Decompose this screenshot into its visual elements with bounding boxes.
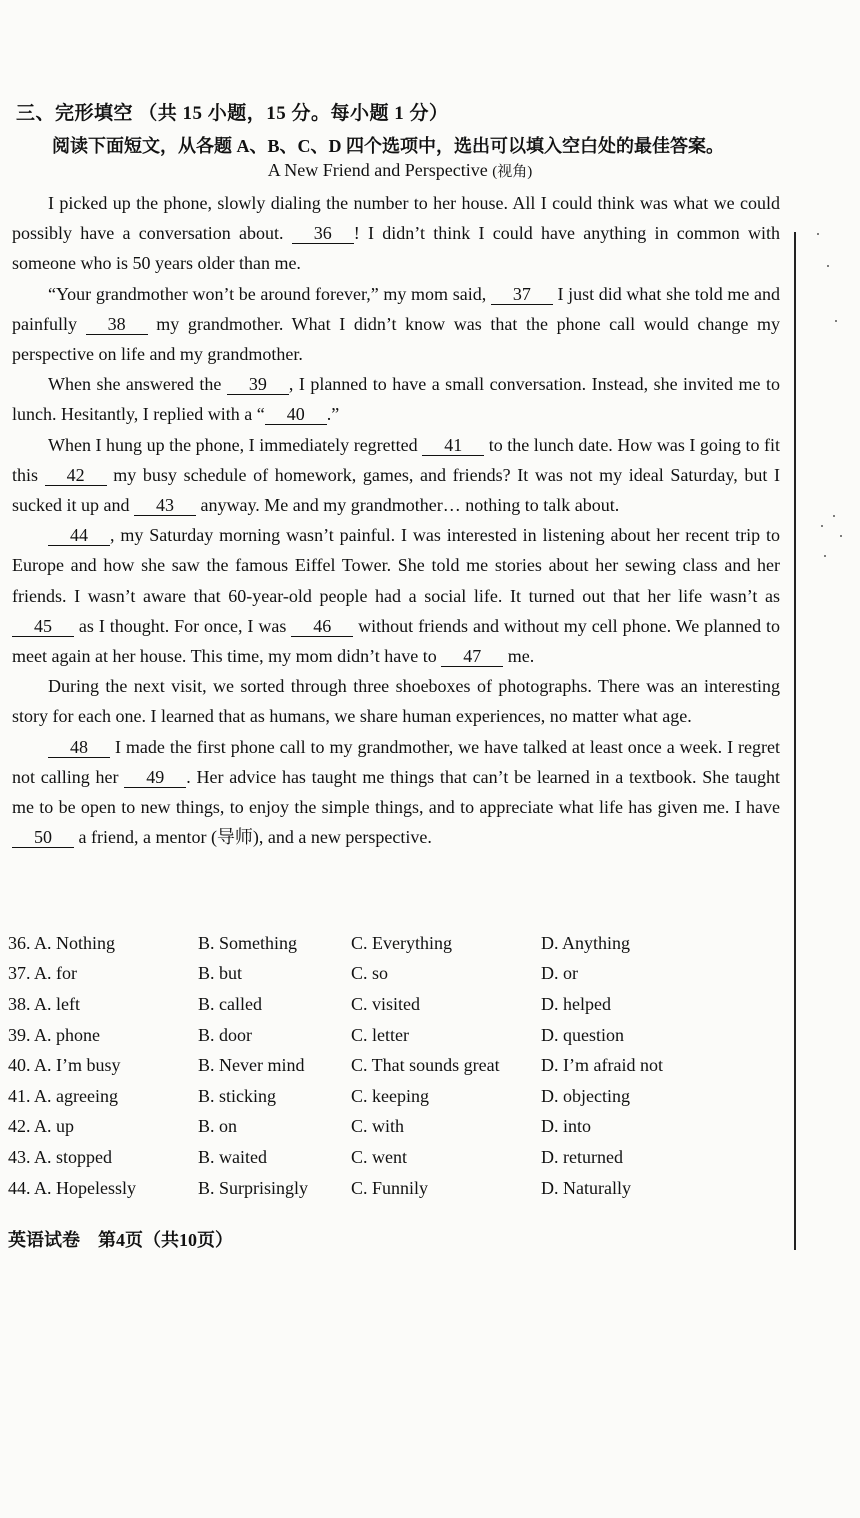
answer-option: C. Everything bbox=[351, 932, 452, 953]
passage-paragraph bbox=[12, 279, 780, 370]
answer-blank[interactable]: 50 bbox=[12, 827, 74, 848]
answer-blank[interactable]: 44 bbox=[48, 525, 110, 546]
answer-blank[interactable]: 49 bbox=[124, 767, 186, 788]
passage-title bbox=[0, 160, 800, 181]
answer-blank[interactable]: 47 bbox=[441, 646, 503, 667]
passage-text: When she answered the bbox=[48, 374, 227, 395]
answer-option: C. letter bbox=[351, 1024, 409, 1045]
passage-text: my grandmother. What I didn’t know was that the phone call would change my perspective on life and my grandmother. bbox=[12, 313, 780, 365]
answer-option: B. Never mind bbox=[198, 1055, 305, 1076]
passage-text: I made the first phone call to my grandmother, we have talked at least once a week. I regret not calling her bbox=[12, 736, 780, 787]
passage-text: to the lunch date. How was I going to fit this bbox=[12, 434, 780, 485]
passage-text: without friends and without my cell phone. We planned to meet again at her house. This time, my mom didn’t have to bbox=[12, 615, 780, 667]
passage-paragraph bbox=[12, 520, 780, 671]
answer-blank[interactable]: 45 bbox=[12, 616, 74, 637]
passage-text: a friend, a mentor (导师), and a new perspective. bbox=[74, 827, 432, 848]
passage-text: During the next visit, we sorted through three shoeboxes of photographs. There was an interesting story for each one. I learned that as humans, we share human experiences, no matter what age. bbox=[12, 676, 780, 727]
passage-text: my busy schedule of homework, games, and friends? It was not my ideal Saturday, but I sucked it up and bbox=[12, 464, 781, 516]
answer-blank[interactable]: 46 bbox=[291, 616, 353, 637]
options-list bbox=[8, 928, 788, 1203]
answer-blank[interactable]: 37 bbox=[491, 284, 553, 305]
answer-blank[interactable]: 40 bbox=[265, 404, 327, 425]
answer-option: B. waited bbox=[198, 1146, 267, 1167]
passage-text: . Her advice has taught me things that can’t be learned in a textbook. She taught me to be open to new things, to enjoy the simple things, and to appreciate what life has given me. I have bbox=[12, 766, 781, 818]
answer-option: B. but bbox=[198, 963, 243, 984]
passage-paragraph bbox=[12, 732, 780, 853]
answer-blank[interactable]: 39 bbox=[227, 374, 289, 395]
answer-option: 37. A. for bbox=[8, 963, 77, 984]
scan-speck bbox=[821, 525, 823, 527]
answer-option: 41. A. agreeing bbox=[8, 1085, 118, 1106]
passage-title-text: A New Friend and Perspective bbox=[267, 160, 488, 180]
passage-text: “Your grandmother won’t be around forever,” my mom said, bbox=[48, 283, 491, 304]
passage-text: , my Saturday morning wasn’t painful. I was interested in listening about her recent trip to Europe and how she saw the famous Eiffel Tower. She told me stories about her sewing class and her friends. I wasn’t aware that 60-year-old people had a social life. It turned out that her life wasn’t as bbox=[12, 525, 780, 606]
passage-paragraph bbox=[12, 369, 780, 429]
answer-option: C. visited bbox=[351, 993, 421, 1014]
answer-option: 43. A. stopped bbox=[8, 1146, 113, 1167]
answer-option: C. That sounds great bbox=[351, 1055, 500, 1076]
answer-blank[interactable]: 41 bbox=[422, 435, 484, 456]
answer-option: 39. A. phone bbox=[8, 1024, 100, 1045]
passage-text: I picked up the phone, slowly dialing the number to her house. All I could think was what we could possibly have a conversation about. bbox=[12, 193, 780, 244]
answer-option: D. returned bbox=[541, 1146, 623, 1167]
question-options-row bbox=[8, 1020, 788, 1051]
question-options-row bbox=[8, 928, 788, 959]
answer-option: B. called bbox=[198, 993, 262, 1014]
answer-option: D. into bbox=[541, 1116, 592, 1137]
answer-option: D. or bbox=[541, 963, 578, 984]
question-options-row bbox=[8, 1173, 788, 1204]
answer-option: 42. A. up bbox=[8, 1116, 75, 1137]
answer-blank[interactable]: 38 bbox=[86, 314, 148, 335]
passage-title-note: (视角) bbox=[492, 164, 533, 180]
margin-line bbox=[794, 232, 796, 1250]
answer-blank[interactable]: 36 bbox=[292, 223, 354, 244]
answer-blank[interactable]: 48 bbox=[48, 737, 110, 758]
answer-option: C. went bbox=[351, 1146, 407, 1167]
answer-option: B. on bbox=[198, 1116, 238, 1137]
answer-option: D. Naturally bbox=[541, 1177, 631, 1198]
question-options-row bbox=[8, 1081, 788, 1112]
answer-option: D. I’m afraid not bbox=[541, 1055, 663, 1076]
answer-option: 40. A. I’m busy bbox=[8, 1055, 121, 1076]
passage-text: ! I didn’t think I could have anything in common with someone who is 50 years older than me. bbox=[12, 223, 780, 274]
scan-speck bbox=[817, 233, 819, 235]
passage-text: as I thought. For once, I was bbox=[74, 615, 292, 636]
answer-option: C. keeping bbox=[351, 1085, 429, 1106]
question-options-row bbox=[8, 989, 788, 1020]
question-options-row bbox=[8, 959, 788, 990]
instructions: 阅读下面短文，从各题 A、B、C、D 四个选项中，选出可以填入空白处的最佳答案。 bbox=[52, 136, 724, 156]
passage-text: I just did what she told me and painfully bbox=[12, 283, 780, 334]
answer-option: C. with bbox=[351, 1116, 405, 1137]
page-footer: 英语试卷 第4页（共10页） bbox=[8, 1230, 233, 1250]
answer-option: D. question bbox=[541, 1024, 624, 1045]
passage-paragraph bbox=[12, 188, 780, 279]
answer-option: C. Funnily bbox=[351, 1177, 429, 1198]
answer-blank[interactable]: 42 bbox=[45, 465, 107, 486]
answer-option: B. sticking bbox=[198, 1085, 277, 1106]
passage-text: .” bbox=[326, 404, 340, 425]
scan-speck bbox=[833, 515, 835, 517]
passage-text: , I planned to have a small conversation. Instead, she invited me to lunch. Hesitantly, I replied with a “ bbox=[12, 374, 780, 425]
question-options-row bbox=[8, 1142, 788, 1173]
answer-option: B. Surprisingly bbox=[198, 1177, 309, 1198]
question-options-row bbox=[8, 1112, 788, 1143]
cloze-passage bbox=[12, 188, 780, 852]
scan-speck bbox=[840, 535, 842, 537]
answer-option: B. door bbox=[198, 1024, 252, 1045]
passage-text: anyway. Me and my grandmother… nothing to talk about. bbox=[195, 495, 620, 516]
answer-option: C. so bbox=[351, 963, 389, 984]
scan-noise bbox=[815, 225, 845, 565]
answer-option: 36. A. Nothing bbox=[8, 932, 116, 953]
answer-option: B. Something bbox=[198, 932, 298, 953]
passage-text: me. bbox=[503, 646, 535, 667]
passage-text: When I hung up the phone, I immediately regretted bbox=[48, 434, 423, 455]
section-title: 三、完形填空 （共 15 小题，15 分。每小题 1 分） bbox=[16, 103, 449, 124]
answer-option: 38. A. left bbox=[8, 993, 80, 1014]
scan-speck bbox=[827, 265, 829, 267]
scan-speck bbox=[824, 555, 826, 557]
passage-paragraph bbox=[12, 671, 780, 731]
question-options-row bbox=[8, 1050, 788, 1081]
passage-paragraph bbox=[12, 430, 780, 521]
answer-option: D. helped bbox=[541, 993, 611, 1014]
scan-speck bbox=[835, 320, 837, 322]
answer-option: D. Anything bbox=[541, 932, 631, 953]
answer-blank[interactable]: 43 bbox=[134, 495, 196, 516]
answer-option: D. objecting bbox=[541, 1085, 630, 1106]
answer-option: 44. A. Hopelessly bbox=[8, 1177, 136, 1198]
